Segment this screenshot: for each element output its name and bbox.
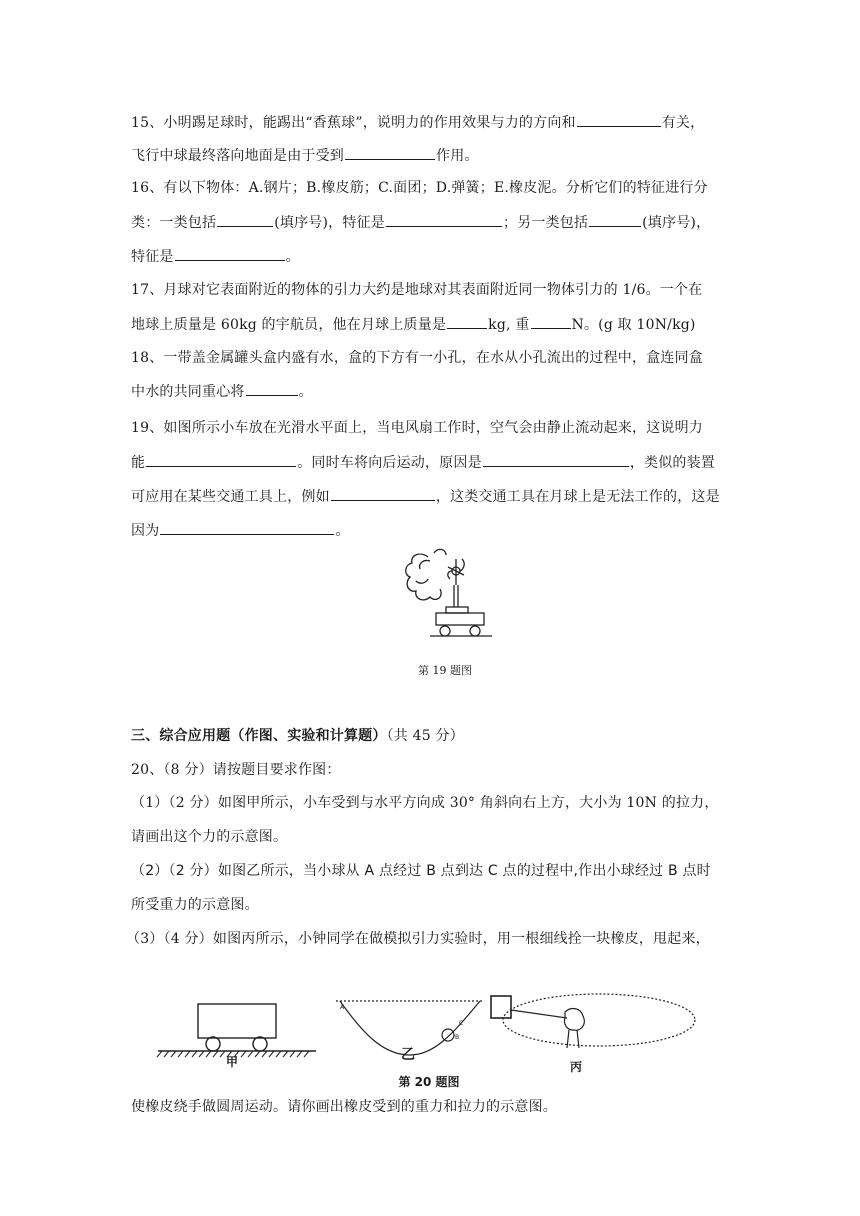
q18-text-a: 中水的共同重心将 — [131, 384, 245, 400]
q16-line1: 16、有以下物体：A.钢片；B.橡皮筋；C.面团；D.弹簧；E.橡皮泥。分析它们的特征进行分 — [131, 180, 708, 196]
q18-text-b: 。 — [298, 384, 313, 400]
q15-text-a: 15、小明踢足球时，能踢出“香蕉球”，说明力的作用效果与力的方向和 — [131, 115, 576, 131]
q16-text-a: 类：一类包括 — [131, 215, 217, 231]
ground-hatch-mark — [248, 1051, 253, 1057]
q16-text-e: 特征是 — [131, 249, 174, 265]
q19-line2 — [131, 452, 715, 473]
q18-line2 — [131, 381, 313, 402]
ground-hatch-mark — [199, 1051, 204, 1057]
q16-blank2[interactable] — [386, 212, 502, 227]
q20-label-bing: 丙 — [569, 1060, 582, 1074]
ground-hatch-mark — [178, 1051, 183, 1057]
q18-line1: 18、一带盖金属罐头盒内盛有水，盒的下方有一小孔，在水从小孔流出的过程中，盒连同盒 — [131, 350, 704, 366]
ground-hatch-mark — [171, 1051, 176, 1057]
q20-head: 20、（8 分）请按题目要求作图： — [131, 762, 341, 778]
q15-text-d: 作用。 — [436, 148, 479, 164]
q20-figure-bing — [487, 988, 697, 1058]
ground-hatch-mark — [164, 1051, 169, 1057]
section3-heading — [131, 726, 464, 746]
q19-text-e: ，这类交通工具在月球上是无法工作的，这是 — [435, 489, 720, 505]
q15-text-c: 飞行中球最终落向地面是由于受到 — [131, 148, 344, 164]
ground-hatch-mark — [276, 1051, 281, 1057]
ground-hatch-mark — [269, 1051, 274, 1057]
q18-blank1[interactable] — [246, 381, 298, 396]
q19-text-c: ，类似的装置 — [629, 455, 716, 471]
q20-point-c: C — [458, 1020, 464, 1027]
ground-hatch-mark — [206, 1051, 211, 1057]
q16-text-c: ；另一类包括 — [502, 215, 589, 231]
q19-text-g: 。 — [335, 523, 350, 539]
q15-blank1[interactable] — [577, 112, 661, 127]
ground-hatch-mark — [262, 1051, 267, 1057]
q16-blank1[interactable] — [217, 212, 273, 227]
q20-part1-line2: 请画出这个力的示意图。 — [131, 829, 288, 845]
q19-text-f: 因为 — [131, 523, 160, 539]
q16-text-f: 。 — [285, 249, 300, 265]
q19-fan-cart-figure — [400, 545, 495, 640]
q16-text-d: (填序号)， — [642, 215, 711, 231]
q20-figure-caption: 第 20 题图 — [398, 1075, 460, 1089]
ground-hatch-mark — [297, 1051, 302, 1057]
q17-text-c: N。(g 取 10N/kg) — [571, 317, 696, 333]
q20-label-yi: 乙 — [401, 1047, 415, 1063]
q17-text-a: 地球上质量是 60kg 的宇航员，他在月球上质量是 — [131, 317, 447, 333]
ground-hatch-mark — [213, 1051, 218, 1057]
q20-part3-line1: （3）（4 分）如图丙所示，小钟同学在做模拟引力实验时，用一根细线拴一块橡皮，甩起来， — [126, 931, 710, 947]
q19-blank4[interactable] — [160, 520, 334, 535]
q15-text-b: 有关， — [661, 115, 705, 131]
ground-hatch-mark — [283, 1051, 288, 1057]
ground-hatch-mark — [157, 1051, 162, 1057]
q16-line3 — [131, 246, 300, 267]
q20-part1-line1: （1）（2 分）如图甲所示，小车受到与水平方向成 30° 角斜向右上方，大小为 10N 的拉力， — [131, 795, 719, 811]
q19-text-b: 。同时车将向后运动，原因是 — [297, 455, 482, 471]
q20-point-b: B — [454, 1034, 460, 1041]
q19-figure-caption: 第 19 题图 — [418, 664, 472, 677]
q17-blank1[interactable] — [447, 314, 487, 329]
ground-hatch-mark — [304, 1051, 309, 1057]
q20-part3-line2: 使橡皮绕手做圆周运动。请你画出橡皮受到的重力和拉力的示意图。 — [131, 1099, 557, 1115]
q17-blank2[interactable] — [531, 314, 571, 329]
q20-part2-line2: 所受重力的示意图。 — [131, 897, 259, 913]
q15-blank2[interactable] — [345, 145, 435, 160]
q15-line2 — [131, 145, 479, 166]
q19-blank2[interactable] — [483, 452, 629, 467]
q20-point-a: A — [339, 1004, 345, 1011]
ground-hatch-mark — [290, 1051, 295, 1057]
ground-hatch-mark — [255, 1051, 260, 1057]
q15-line1 — [131, 112, 704, 133]
q19-blank3[interactable] — [331, 486, 435, 501]
q20-label-jia: 甲 — [225, 1055, 238, 1069]
q19-line1: 19、如图所示小车放在光滑水平面上，当电风扇工作时，空气会由静止流动起来，这说明力 — [131, 420, 704, 436]
q20-part2-line1: （2）（2 分）如图乙所示，当小球从 A 点经过 B 点到达 C 点的过程中,作出小球经过 B 点时 — [131, 863, 711, 879]
q17-line1: 17、月球对它表面附近的物体的引力大约是地球对其表面附近同一物体引力的 1/6。一个在 — [131, 282, 703, 298]
q16-blank3[interactable] — [589, 212, 641, 227]
q19-text-d: 可应用在某些交通工具上，例如 — [131, 489, 330, 505]
q17-text-b: kg, 重 — [488, 317, 530, 333]
q16-text-b: (填序号)，特征是 — [274, 215, 385, 231]
q19-line3 — [131, 486, 720, 507]
q19-blank1[interactable] — [146, 452, 296, 467]
q19-text-a: 能 — [131, 455, 146, 471]
section3-title: 三、综合应用题（作图、实验和计算题） — [131, 728, 387, 744]
q16-line2 — [131, 212, 710, 233]
q16-blank4[interactable] — [175, 246, 285, 261]
ground-hatch-mark — [192, 1051, 197, 1057]
section3-points: （共 45 分） — [386, 728, 464, 744]
q17-line2 — [131, 314, 696, 335]
ground-hatch-mark — [185, 1051, 190, 1057]
q19-line4 — [131, 520, 350, 541]
